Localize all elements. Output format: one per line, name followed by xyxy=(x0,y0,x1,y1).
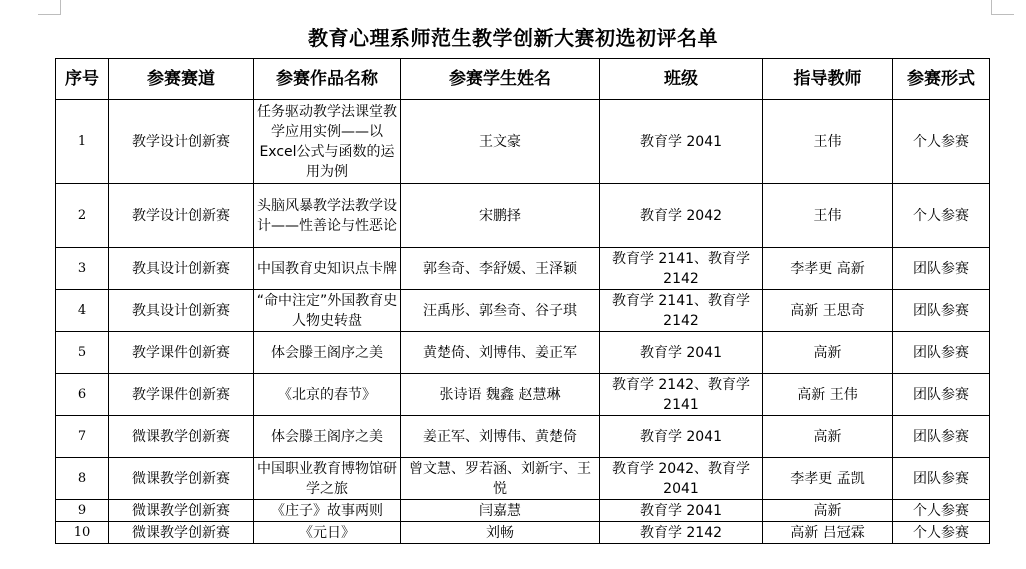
cell-teacher: 王伟 xyxy=(763,184,893,248)
header-number: 序号 xyxy=(56,59,109,100)
cell-form: 个人参赛 xyxy=(893,500,990,522)
cell-form: 团队参赛 xyxy=(893,458,990,500)
header-form: 参赛形式 xyxy=(893,59,990,100)
cell-class: 教育学 2141、教育学 2142 xyxy=(600,290,763,332)
cell-work: 头脑风暴教学法教学设计——性善论与性恶论 xyxy=(254,184,401,248)
cell-number: 10 xyxy=(56,522,109,544)
cell-work: 《庄子》故事两则 xyxy=(254,500,401,522)
cell-class: 教育学 2141、教育学 2142 xyxy=(600,248,763,290)
cell-number: 1 xyxy=(56,100,109,184)
cell-class: 教育学 2142、教育学 2141 xyxy=(600,374,763,416)
cell-track: 教学课件创新赛 xyxy=(109,332,254,374)
cell-teacher: 高新 王思奇 xyxy=(763,290,893,332)
cell-number: 8 xyxy=(56,458,109,500)
cell-number: 5 xyxy=(56,332,109,374)
cell-track: 教学课件创新赛 xyxy=(109,374,254,416)
cell-number: 3 xyxy=(56,248,109,290)
cell-number: 9 xyxy=(56,500,109,522)
table-row xyxy=(56,416,990,458)
cell-students: 郭叁奇、李舒媛、王泽颖 xyxy=(401,248,600,290)
cell-track: 教学设计创新赛 xyxy=(109,100,254,184)
header-teacher: 指导教师 xyxy=(763,59,893,100)
table-row xyxy=(56,290,990,332)
header-class: 班级 xyxy=(600,59,763,100)
cell-work: 任务驱动教学法课堂教学应用实例——以Excel公式与函数的运用为例 xyxy=(254,100,401,184)
table-row xyxy=(56,374,990,416)
cell-work: “命中注定”外国教育史人物史转盘 xyxy=(254,290,401,332)
table-row xyxy=(56,184,990,248)
table-row xyxy=(56,100,990,184)
cell-form: 团队参赛 xyxy=(893,290,990,332)
cell-class: 教育学 2042 xyxy=(600,184,763,248)
cell-teacher: 高新 吕冠霖 xyxy=(763,522,893,544)
header-row xyxy=(56,59,990,100)
table-row xyxy=(56,248,990,290)
cell-work: 体会滕王阁序之美 xyxy=(254,416,401,458)
cell-number: 4 xyxy=(56,290,109,332)
cell-form: 团队参赛 xyxy=(893,416,990,458)
cell-teacher: 高新 xyxy=(763,500,893,522)
cell-number: 6 xyxy=(56,374,109,416)
cell-teacher: 高新 王伟 xyxy=(763,374,893,416)
cell-class: 教育学 2042、教育学 2041 xyxy=(600,458,763,500)
cell-students: 王文豪 xyxy=(401,100,600,184)
cell-track: 教学设计创新赛 xyxy=(109,184,254,248)
cell-students: 宋鹏择 xyxy=(401,184,600,248)
cell-class: 教育学 2142 xyxy=(600,522,763,544)
cell-form: 团队参赛 xyxy=(893,248,990,290)
cell-students: 姜正军、刘博伟、黄楚倚 xyxy=(401,416,600,458)
cell-number: 2 xyxy=(56,184,109,248)
crop-mark-top-right xyxy=(991,0,1014,15)
cell-track: 教具设计创新赛 xyxy=(109,248,254,290)
table-row xyxy=(56,332,990,374)
cell-form: 个人参赛 xyxy=(893,184,990,248)
cell-form: 团队参赛 xyxy=(893,332,990,374)
cell-work: 中国教育史知识点卡牌 xyxy=(254,248,401,290)
cell-teacher: 王伟 xyxy=(763,100,893,184)
cell-work: 《元日》 xyxy=(254,522,401,544)
cell-track: 教具设计创新赛 xyxy=(109,290,254,332)
header-work: 参赛作品名称 xyxy=(254,59,401,100)
cell-number: 7 xyxy=(56,416,109,458)
cell-students: 闫嘉慧 xyxy=(401,500,600,522)
cell-class: 教育学 2041 xyxy=(600,100,763,184)
cell-work: 《北京的春节》 xyxy=(254,374,401,416)
cell-track: 微课教学创新赛 xyxy=(109,522,254,544)
cell-students: 刘畅 xyxy=(401,522,600,544)
header-track: 参赛赛道 xyxy=(109,59,254,100)
cell-track: 微课教学创新赛 xyxy=(109,500,254,522)
cell-track: 微课教学创新赛 xyxy=(109,458,254,500)
cell-class: 教育学 2041 xyxy=(600,416,763,458)
roster-table xyxy=(55,58,990,544)
header-students: 参赛学生姓名 xyxy=(401,59,600,100)
cell-track: 微课教学创新赛 xyxy=(109,416,254,458)
cell-teacher: 李孝更 孟凯 xyxy=(763,458,893,500)
cell-teacher: 高新 xyxy=(763,416,893,458)
cell-work: 中国职业教育博物馆研学之旅 xyxy=(254,458,401,500)
cell-class: 教育学 2041 xyxy=(600,500,763,522)
cell-teacher: 李孝更 高新 xyxy=(763,248,893,290)
table-row xyxy=(56,500,990,522)
cell-form: 个人参赛 xyxy=(893,522,990,544)
cell-students: 张诗语 魏鑫 赵慧琳 xyxy=(401,374,600,416)
table-row xyxy=(56,458,990,500)
document-title: 教育心理系师范生教学创新大赛初选初评名单 xyxy=(308,26,718,50)
cell-work: 体会滕王阁序之美 xyxy=(254,332,401,374)
cell-form: 个人参赛 xyxy=(893,100,990,184)
cell-students: 曾文慧、罗若涵、刘新宇、王悦 xyxy=(401,458,600,500)
table-row xyxy=(56,522,990,544)
cell-form: 团队参赛 xyxy=(893,374,990,416)
cell-students: 汪禹彤、郭叁奇、谷子琪 xyxy=(401,290,600,332)
cell-students: 黄楚倚、刘博伟、姜正军 xyxy=(401,332,600,374)
cell-class: 教育学 2041 xyxy=(600,332,763,374)
crop-mark-top-left xyxy=(38,0,61,15)
cell-teacher: 高新 xyxy=(763,332,893,374)
